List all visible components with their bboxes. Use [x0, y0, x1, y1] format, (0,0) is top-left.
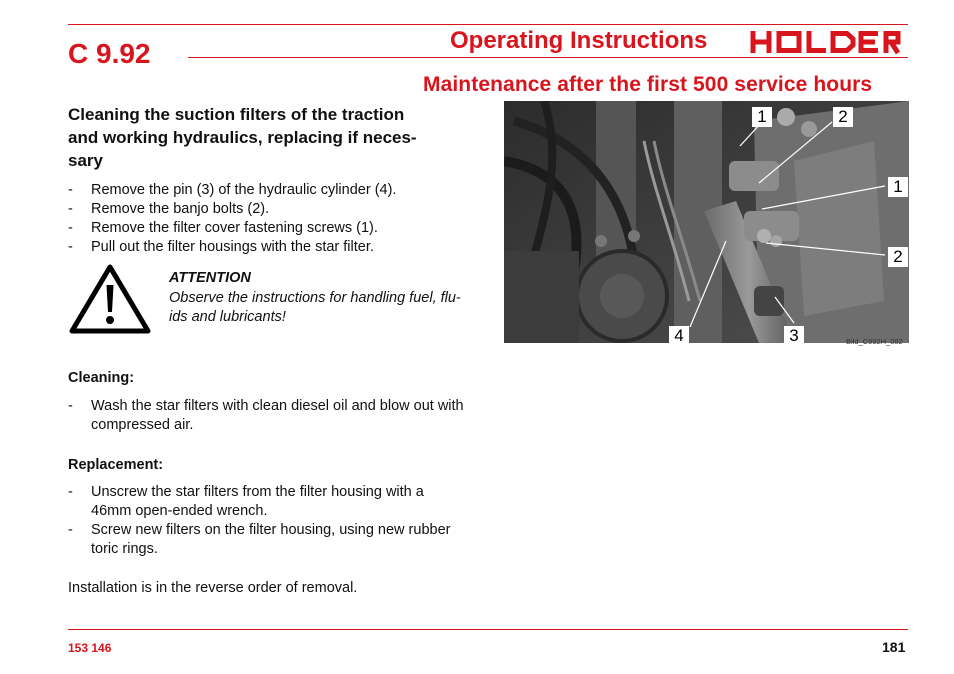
callout-label: 2	[833, 107, 853, 127]
callout-label: 1	[888, 177, 908, 197]
list-item: - Remove the filter cover fastening screws (1).	[68, 219, 478, 238]
list-item: - Screw new filters on the filter housing, using new rubber toric rings.	[68, 521, 468, 559]
list-item: - Unscrew the star filters from the filter housing with a 46mm open-ended wrench.	[68, 483, 468, 521]
document-number: 153 146	[68, 641, 112, 655]
cleaning-steps	[68, 397, 478, 435]
holder-logo	[749, 29, 901, 55]
hydraulic-filter-photo	[504, 101, 909, 343]
callout-label: 2	[888, 247, 908, 267]
callout-label: 4	[669, 326, 689, 343]
callout-label: 3	[784, 326, 804, 343]
header-top-rule	[68, 24, 908, 25]
cleaning-heading: Cleaning:	[68, 370, 135, 386]
page-number: 181	[882, 639, 906, 655]
heading-line: and working hydraulics, replacing if neces-	[68, 128, 417, 147]
list-item: - Remove the banjo bolts (2).	[68, 200, 478, 219]
procedure-heading	[68, 103, 468, 172]
attention-title: ATTENTION	[169, 270, 251, 286]
replacement-heading: Replacement:	[68, 457, 164, 473]
callout-label: 1	[752, 107, 772, 127]
list-item: - Wash the star filters with clean diesel oil and blow out with compressed air.	[68, 397, 478, 435]
model-number: C 9.92	[68, 38, 151, 69]
heading-line: sary	[68, 151, 103, 170]
photo-illustration	[504, 101, 909, 343]
manual-title: Operating Instructions	[450, 27, 708, 54]
warning-triangle-icon	[68, 263, 152, 335]
attention-text: Observe the instructions for handling fuel, flu-ids and lubricants!	[169, 290, 461, 325]
list-item: - Pull out the filter housings with the star filter.	[68, 238, 478, 257]
header-mid-rule	[188, 57, 908, 58]
replacement-steps	[68, 483, 468, 559]
list-item: - Remove the pin (3) of the hydraulic cylinder (4).	[68, 181, 478, 200]
removal-steps	[68, 181, 478, 257]
figure-caption: Bild_C992H_082	[846, 337, 903, 346]
footer-rule	[68, 629, 908, 630]
closing-note: Installation is in the reverse order of removal.	[68, 580, 358, 596]
heading-line: Cleaning the suction filters of the traction	[68, 105, 405, 124]
section-title: Maintenance after the first 500 service hours	[423, 73, 873, 96]
